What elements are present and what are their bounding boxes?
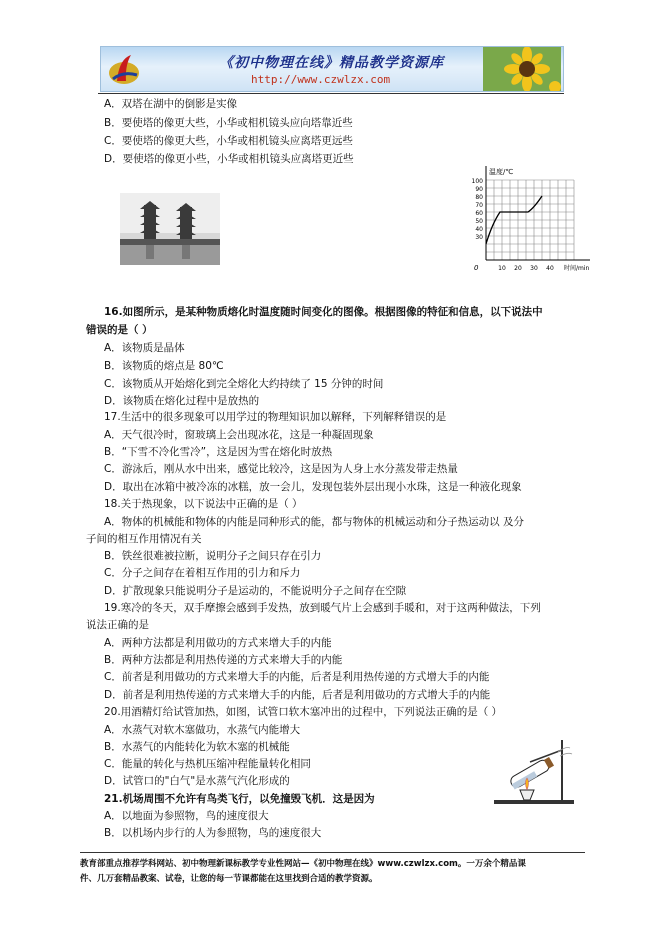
- q19-option-c: C．前者是利用做功的方式来增大手的内能，后者是利用热传递的方式增大手的内能: [104, 671, 490, 683]
- q16-option-a: A．该物质是晶体: [104, 342, 185, 354]
- q18-option-a-cont: 子间的相互作用情况有关: [86, 533, 202, 545]
- q16-option-b: B．该物质的熔点是 80℃: [104, 360, 224, 372]
- melting-graph: [470, 160, 620, 280]
- graph-xlabel: 时间/min: [564, 265, 590, 272]
- q15-option-c: C．要使塔的像更大些，小华或相机镜头应离塔更远些: [104, 135, 353, 147]
- q18-option-a: A．物体的机械能和物体的内能是同种形式的能，都与物体的机械运动和分子热运动以 及分: [104, 516, 525, 528]
- q15-option-d: D．要使塔的像更小些，小华或相机镜头应离塔更近些: [104, 153, 354, 165]
- header-rule: [98, 93, 564, 94]
- graph-ytick: 80: [475, 194, 483, 201]
- q18-option-c: C．分子之间存在着相互作用的引力和斥力: [104, 567, 301, 579]
- graph-ytick: 50: [475, 218, 483, 225]
- footer-rule: [80, 852, 585, 853]
- q19-stem: 19.寒冷的冬天，双手摩擦会感到手发热，放到暖气片上会感到手暖和，对于这两种做法，下列: [104, 602, 541, 614]
- q20-option-b: B．水蒸气的内能转化为软木塞的机械能: [104, 741, 290, 753]
- header-title: 《初中物理在线》精品教学资源库: [219, 55, 444, 71]
- graph-ytick: 100: [471, 178, 483, 185]
- q20-option-c: C．能量的转化与热机压缩冲程能量转化相同: [104, 758, 311, 770]
- sunflower-image: [483, 47, 561, 91]
- graph-ytick: 90: [475, 186, 483, 193]
- q19-stem-cont: 说法正确的是: [86, 619, 149, 631]
- footer-line-2: 件、几万套精品教案、试卷，让您的每一节课都能在这里找到合适的教学资源。: [80, 874, 378, 884]
- q18-option-d: D．扩散现象只能说明分子是运动的，不能说明分子之间存在空隙: [104, 585, 407, 597]
- q20-option-d: D．试管口的"白气"是水蒸气汽化形成的: [104, 775, 290, 787]
- q20-stem: 20.用酒精灯给试管加热，如图，试管口软木塞冲出的过程中，下列说法正确的是（ ）: [104, 706, 503, 718]
- q19-option-d: D．前者是利用热传递的方式来增大手的内能，后者是利用做功的方式增大手的内能: [104, 689, 491, 701]
- header-banner: [100, 46, 564, 92]
- q16-stem-cont: 错误的是（ ）: [86, 324, 153, 336]
- twin-pagoda-photo: [120, 193, 220, 265]
- footer: [80, 857, 585, 887]
- footer-line-1: 教育部重点推荐学科网站、初中物理新课标教学专业性网站—《初中物理在线》www.czwlzx.com。一万余个精品课: [80, 859, 526, 869]
- site-logo-icon: [107, 51, 141, 87]
- q20-option-a: A．水蒸气对软木塞做功，水蒸气内能增大: [104, 724, 301, 736]
- graph-xtick: 30: [530, 265, 538, 272]
- q16-stem: 16.如图所示，是某种物质熔化时温度随时间变化的图像。根据图像的特征和信息，以下说法中: [104, 306, 543, 318]
- q17-option-c: C．游泳后，刚从水中出来，感觉比较冷，这是因为人身上水分蒸发带走热量: [104, 463, 458, 475]
- graph-ytick: 70: [475, 202, 483, 209]
- q15-option-b: B．要使塔的像更大些，小华或相机镜头应向塔靠近些: [104, 117, 353, 129]
- header-url[interactable]: http://www.czwlzx.com: [251, 73, 391, 86]
- graph-xtick: 20: [514, 265, 522, 272]
- q19-option-a: A．两种方法都是利用做功的方式来增大手的内能: [104, 637, 332, 649]
- graph-ytick: 60: [475, 210, 483, 217]
- q16-option-d: D．该物质在熔化过程中是放热的: [104, 395, 260, 407]
- q16-option-c: C．该物质从开始熔化到完全熔化大约持续了 15 分钟的时间: [104, 378, 384, 390]
- graph-xtick: 10: [498, 265, 506, 272]
- graph-ylabel: 温度/℃: [489, 168, 514, 176]
- q21-option-b: B．以机场内步行的人为参照物，鸟的速度很大: [104, 827, 322, 839]
- q17-option-b: B．“下雪不冷化雪冷”，这是因为雪在熔化时放热: [104, 446, 333, 458]
- test-tube-apparatus: [490, 736, 576, 806]
- q15-option-a: A．双塔在湖中的倒影是实像: [104, 98, 238, 110]
- q21-stem: 21.机场周围不允许有鸟类飞行，以免撞毁飞机．这是因为: [104, 793, 375, 805]
- q17-option-a: A．天气很冷时，窗玻璃上会出现冰花，这是一种凝固现象: [104, 429, 374, 441]
- q19-option-b: B．两种方法都是利用热传递的方式来增大手的内能: [104, 654, 343, 666]
- graph-ytick: 30: [475, 234, 483, 241]
- graph-ytick: 40: [475, 226, 483, 233]
- q18-option-b: B．铁丝很难被拉断，说明分子之间只存在引力: [104, 550, 322, 562]
- q18-stem: 18.关于热现象，以下说法中正确的是（ ）: [104, 498, 303, 510]
- graph-xtick: 40: [546, 265, 554, 272]
- q17-stem: 17.生活中的很多现象可以用学过的物理知识加以解释，下列解释错误的是: [104, 411, 447, 423]
- q21-option-a: A．以地面为参照物，鸟的速度很大: [104, 810, 269, 822]
- q17-option-d: D．取出在冰箱中被冷冻的冰糕，放一会儿，发现包装外层出现小水珠，这是一种液化现象: [104, 481, 522, 493]
- graph-origin: 0: [474, 264, 479, 272]
